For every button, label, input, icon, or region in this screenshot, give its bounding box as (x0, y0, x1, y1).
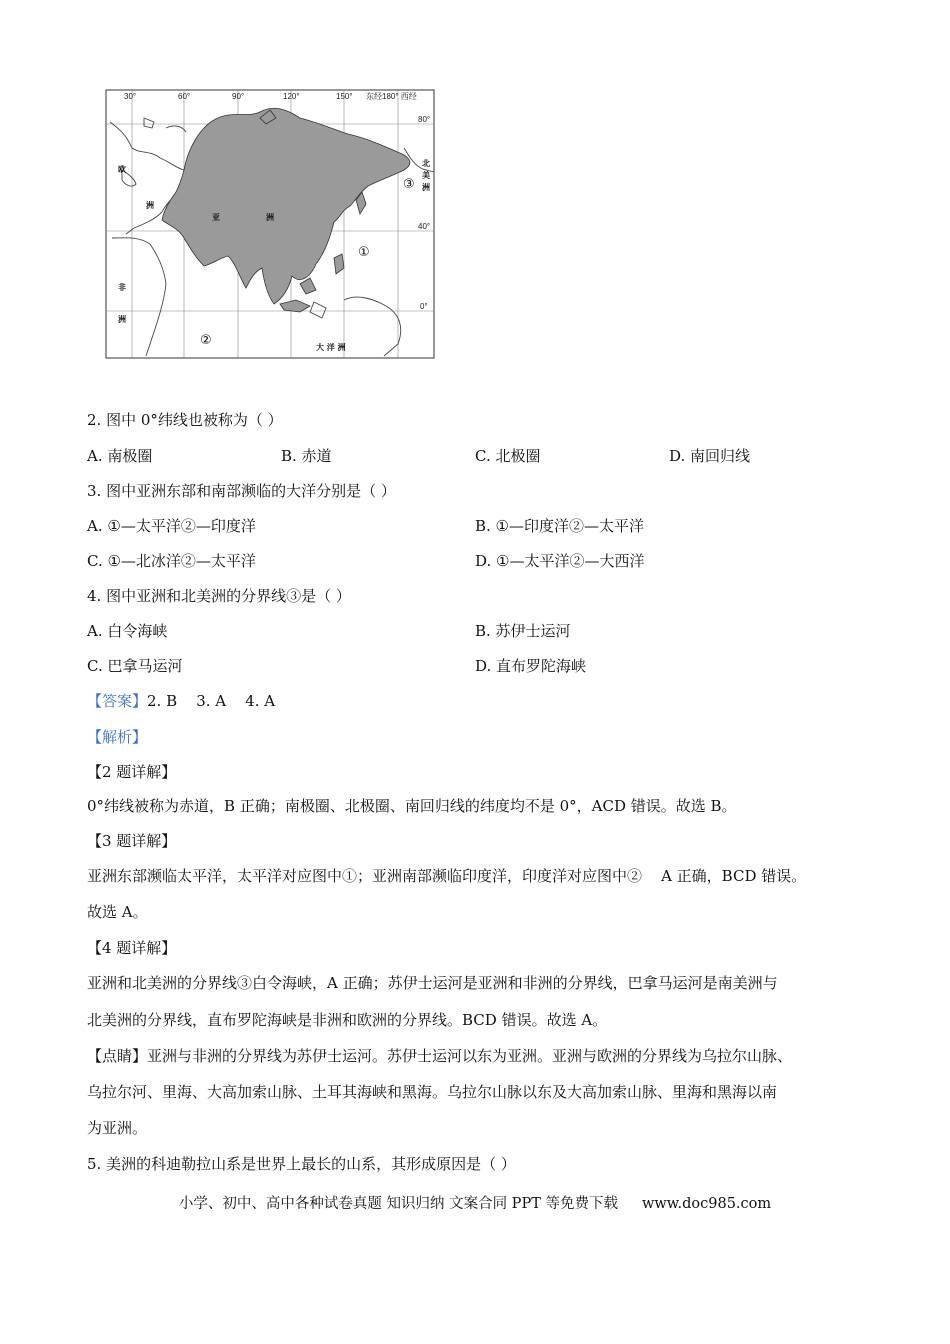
lat-label-40: 40° (418, 222, 431, 231)
label-europe-1: 欧 (118, 164, 126, 174)
tip-line3: 为亚洲。 (87, 1119, 148, 1137)
d4-title: 【4 题详解】 (87, 939, 177, 957)
d2-title: 【2 题详解】 (87, 763, 177, 781)
analysis-tag: 【解析】 (87, 728, 148, 746)
footer-url[interactable]: www.doc985.com (641, 1196, 772, 1212)
q4-option-d: D. 直布罗陀海峡 (475, 657, 587, 675)
page-footer (0, 1192, 950, 1213)
q4-stem: 4. 图中亚洲和北美洲的分界线③是（ ） (87, 587, 351, 605)
label-africa-2: 洲 (118, 314, 126, 324)
answer-tag: 【答案】 (87, 692, 148, 710)
q3-option-b: B. ①—印度洋②—太平洋 (475, 517, 645, 535)
label-asia-2: 洲 (266, 212, 274, 222)
answer-text: 2. B 3. A 4. A (147, 692, 276, 710)
d4-line2: 北美洲的分界线，直布罗陀海峡是非洲和欧洲的分界线。BCD 错误。故选 A。 (87, 1011, 608, 1029)
label-oceania: 大 洋 洲 (316, 342, 346, 352)
lon-label-120: 120° (283, 92, 300, 101)
d3-line2: 故选 A。 (87, 903, 148, 921)
d4-line1: 亚洲和北美洲的分界线③白令海峡，A 正确；苏伊士运河是亚洲和非洲的分界线，巴拿马运河是南美洲与 (87, 974, 778, 992)
marker-1: ① (358, 245, 370, 260)
lat-label-0: 0° (420, 302, 428, 311)
q4-option-c: C. 巴拿马运河 (87, 657, 183, 675)
label-africa-1: 非 (118, 282, 126, 292)
label-namerica-3: 洲 (422, 182, 430, 192)
footer-text: 小学、初中、高中各种试卷真题 知识归纳 文案合同 PPT 等免费下载 (178, 1196, 618, 1212)
q3-option-d: D. ①—太平洋②—大西洋 (475, 552, 645, 570)
q2-option-b: B. 赤道 (281, 447, 332, 465)
lon-label-60: 60° (178, 92, 191, 101)
lon-label-150: 150° (336, 92, 353, 101)
label-namerica-2: 美 (422, 170, 430, 180)
tip-line2: 乌拉尔河、里海、大高加索山脉、土耳其海峡和黑海。乌拉尔山脉以东及大高加索山脉、里海和黑海以南 (87, 1083, 778, 1101)
lon-label-180: 东经180° 西经 (366, 92, 417, 101)
q3-option-c: C. ①—北冰洋②—太平洋 (87, 552, 256, 570)
d2-text: 0°纬线被称为赤道，B 正确；南极圈、北极圈、南回归线的纬度均不是 0°，ACD 错误。故选 B。 (87, 797, 737, 815)
q2-stem: 2. 图中 0°纬线也被称为（ ） (87, 411, 283, 429)
q2-option-d: D. 南回归线 (669, 447, 751, 465)
marker-2: ② (200, 333, 212, 348)
asia-map-figure (104, 88, 436, 360)
q2-option-c: C. 北极圈 (475, 447, 541, 465)
marker-3: ③ (403, 177, 415, 192)
tip-text: 亚洲与非洲的分界线为苏伊士运河。苏伊士运河以东为亚洲。亚洲与欧洲的分界线为乌拉尔山脉、 (147, 1047, 793, 1065)
d3-line1: 亚洲东部濒临太平洋，太平洋对应图中①；亚洲南部濒临印度洋，印度洋对应图中② A 正确，BCD 错误。 (87, 867, 807, 885)
lat-label-80: 80° (418, 115, 431, 124)
q4-option-b: B. 苏伊士运河 (475, 622, 571, 640)
tip-tag: 【点睛】 (87, 1047, 148, 1065)
q2-option-a: A. 南极圈 (87, 447, 153, 465)
q3-stem: 3. 图中亚洲东部和南部濒临的大洋分别是（ ） (87, 482, 396, 500)
d3-title: 【3 题详解】 (87, 832, 177, 850)
answer-line (87, 691, 275, 711)
q3-option-a: A. ①—太平洋②—印度洋 (87, 517, 256, 535)
label-namerica-1: 北 (422, 158, 430, 168)
lon-label-30: 30° (124, 92, 137, 101)
label-asia-1: 亚 (212, 212, 220, 222)
lon-label-90: 90° (232, 92, 245, 101)
tip-line1 (87, 1046, 792, 1066)
label-europe-2: 洲 (146, 200, 154, 210)
q4-option-a: A. 白令海峡 (87, 622, 168, 640)
q5-stem: 5. 美洲的科迪勒拉山系是世界上最长的山系，其形成原因是（ ） (87, 1155, 516, 1173)
